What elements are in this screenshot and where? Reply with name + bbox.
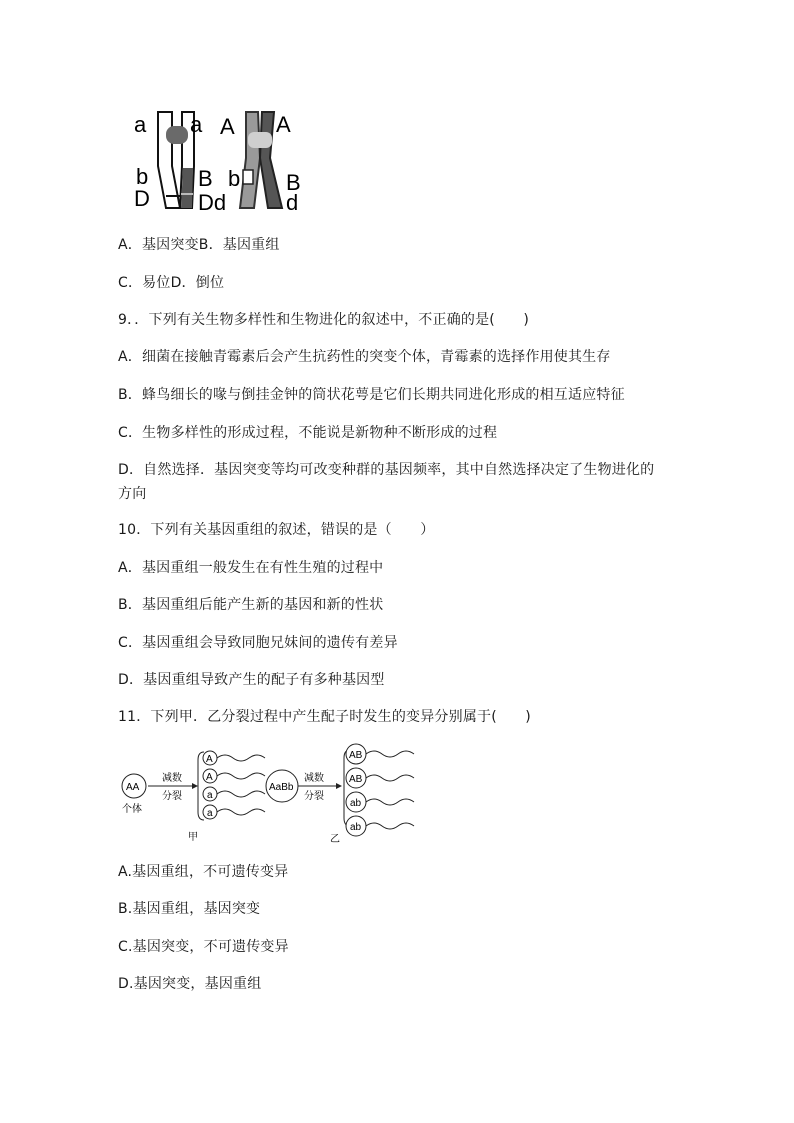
label-b-right: b — [228, 166, 241, 191]
label-a-right: a — [190, 112, 203, 137]
q10-option-c: C．基因重组会导致同胞兄妹间的遗传有差异 — [118, 635, 398, 651]
jia-gamete — [203, 787, 265, 801]
label-A-right: A — [276, 112, 291, 137]
chromosome-figure — [130, 108, 310, 214]
q9-option-d-line2: 方向 — [118, 486, 147, 502]
q8-option-cd: C．易位D．倒位 — [118, 275, 225, 291]
label-B-mid: B — [198, 166, 213, 191]
yi-parent-genotype: AaBb — [269, 782, 294, 793]
yi-arrow-top: 减数 — [304, 773, 324, 784]
yi-arrow-bottom: 分裂 — [304, 791, 324, 802]
jia-caption: 甲 — [188, 832, 198, 843]
jia-arrow-bottom: 分裂 — [162, 791, 182, 802]
q11-option-b: B.基因重组，基因突变 — [118, 901, 261, 917]
q11-option-a: A.基因重组，不可遗传变异 — [118, 864, 289, 880]
yi-gamete — [346, 768, 414, 788]
q9-option-b: B．蜂鸟细长的喙与倒挂金钟的筒状花萼是它们长期共同进化形成的相互适应特征 — [118, 387, 625, 403]
centromere — [166, 126, 188, 144]
label-Dd-mid: Dd — [198, 190, 227, 214]
yi-gamete — [346, 792, 414, 812]
meiosis-figure — [118, 740, 418, 850]
jia-gamete-label: a — [207, 790, 213, 801]
label-d-right: d — [286, 190, 299, 214]
q10-option-b: B．基因重组后能产生新的基因和新的性状 — [118, 597, 384, 613]
q11-option-d: D.基因突变，基因重组 — [118, 976, 262, 992]
q11-stem: 11．下列甲．乙分裂过程中产生配子时发生的变异分别属于( ) — [118, 709, 531, 725]
label-B-right: B — [286, 170, 301, 195]
left-chromosome — [158, 112, 194, 208]
jia-arrow-top: 减数 — [162, 773, 182, 784]
yi-gamete — [346, 744, 414, 764]
q10-option-d: D．基因重组导致产生的配子有多种基因型 — [118, 672, 385, 688]
jia-parent-genotype: AA — [126, 782, 140, 793]
jia-gamete — [203, 769, 265, 783]
q9-option-d-line1: D．自然选择．基因突变等均可改变种群的基因频率，其中自然选择决定了生物进化的 — [118, 462, 655, 478]
q8-option-ab: A．基因突变B．基因重组 — [118, 237, 280, 253]
yi-gamete-label: ab — [350, 822, 362, 833]
jia-gamete — [203, 751, 265, 765]
q9-stem: 9．．下列有关生物多样性和生物进化的叙述中，不正确的是( ) — [118, 312, 530, 328]
label-b-left: b — [136, 164, 149, 189]
jia-gamete — [203, 805, 265, 819]
q10-option-a: A．基因重组一般发生在有性生殖的过程中 — [118, 560, 384, 576]
q9-option-c: C．生物多样性的形成过程，不能说是新物种不断形成的过程 — [118, 425, 498, 441]
yi-caption: 乙 — [330, 834, 340, 845]
yi-gamete-label: AB — [349, 750, 363, 761]
jia-gamete-label: A — [206, 754, 213, 765]
centromere — [248, 132, 272, 148]
jia-gamete-label: A — [206, 772, 213, 783]
label-A-left: A — [220, 114, 235, 139]
label-a-left: a — [134, 112, 147, 137]
q9-option-a: A．细菌在接触青霉素后会产生抗药性的突变个体，青霉素的选择作用使其生存 — [118, 349, 611, 365]
q11-option-c: C.基因突变，不可遗传变异 — [118, 939, 289, 955]
yi-diagram — [266, 744, 414, 845]
jia-gamete-label: a — [207, 808, 213, 819]
jia-diagram — [122, 751, 265, 843]
q10-stem: 10．下列有关基因重组的叙述，错误的是（ ） — [118, 522, 435, 538]
jia-parent-caption: 个体 — [122, 804, 142, 815]
yi-gamete-label: AB — [349, 774, 363, 785]
label-D-left: D — [134, 186, 150, 211]
yi-gamete — [346, 816, 414, 836]
yi-gamete-label: ab — [350, 798, 362, 809]
